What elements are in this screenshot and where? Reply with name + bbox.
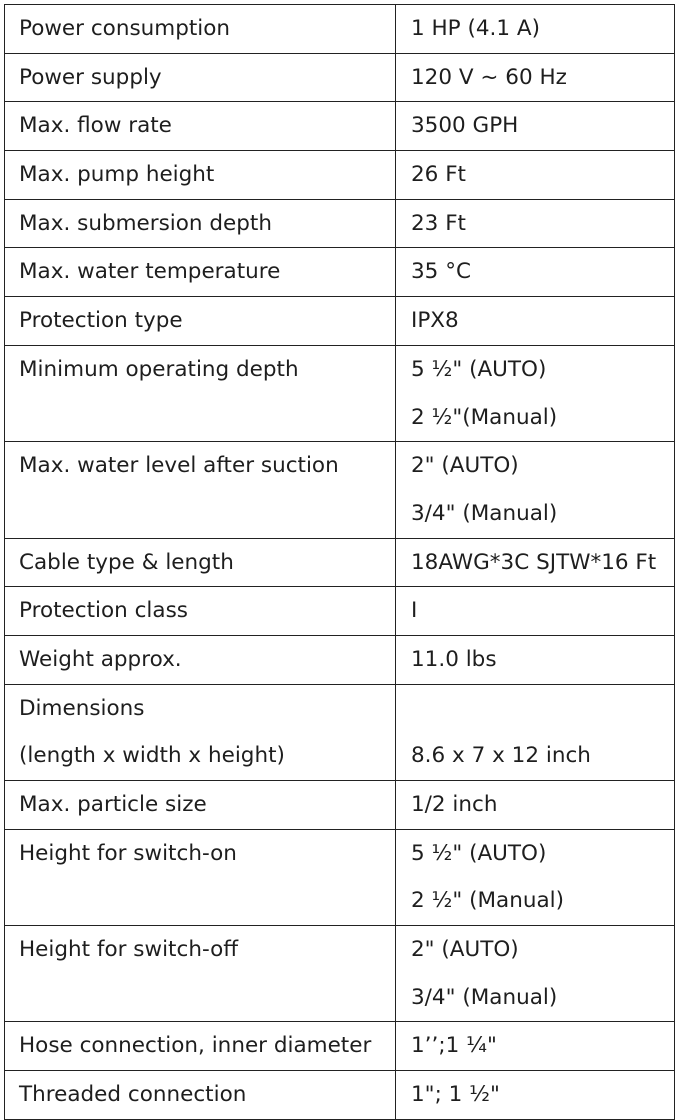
spec-label-cell — [5, 297, 396, 346]
spec-value: I — [411, 598, 418, 624]
spec-value: 1/2 inch — [411, 792, 498, 817]
spec-label: (length x width x height) — [19, 743, 285, 769]
table-row — [5, 684, 675, 780]
spec-label-cell — [5, 102, 396, 151]
spec-label-cell — [5, 151, 396, 200]
spec-label — [19, 877, 395, 925]
spec-value: 3500 GPH — [411, 113, 519, 139]
spec-label-cell — [5, 199, 396, 248]
table-row — [5, 345, 675, 441]
spec-value: 18AWG*3C SJTW*16 Ft — [411, 549, 657, 575]
spec-label-cell — [5, 1022, 396, 1071]
table-row — [5, 248, 675, 297]
spec-label-cell — [5, 345, 396, 441]
spec-label: Max. flow rate — [19, 113, 172, 139]
spec-table — [4, 4, 675, 1120]
spec-value-cell — [396, 102, 675, 151]
spec-value-cell — [396, 829, 675, 925]
spec-value: 1"; 1 ½" — [411, 1082, 500, 1108]
table-row — [5, 297, 675, 346]
spec-label: Protection class — [19, 598, 188, 624]
spec-value: 1’’;1 ¼" — [411, 1033, 497, 1059]
spec-value: 11.0 lbs — [411, 646, 497, 672]
table-row — [5, 1071, 675, 1120]
spec-label: Max. particle size — [19, 792, 207, 817]
spec-value-cell — [396, 684, 675, 780]
table-row — [5, 829, 675, 925]
table-row — [5, 151, 675, 200]
spec-value-cell — [396, 1071, 675, 1120]
spec-table-body — [5, 5, 675, 1120]
spec-value: 1 HP (4.1 A) — [411, 16, 540, 41]
spec-label-cell — [5, 538, 396, 587]
spec-value: 2" (AUTO) — [411, 937, 519, 963]
spec-value-cell — [396, 345, 675, 441]
table-row — [5, 1022, 675, 1071]
spec-label-cell — [5, 442, 396, 538]
spec-label-cell — [5, 684, 396, 780]
spec-label: Max. pump height — [19, 162, 215, 188]
spec-label-cell — [5, 1071, 396, 1120]
table-row — [5, 5, 675, 54]
spec-value: 3/4" (Manual) — [411, 500, 558, 526]
spec-value: 2" (AUTO) — [411, 453, 519, 479]
spec-label — [19, 490, 395, 538]
spec-label-cell — [5, 53, 396, 102]
spec-value: 5 ½" (AUTO) — [411, 356, 547, 382]
spec-value: 5 ½" (AUTO) — [411, 840, 547, 866]
table-row — [5, 587, 675, 636]
spec-value-cell — [396, 297, 675, 346]
spec-value — [411, 685, 674, 733]
spec-label: Max. water level after suction — [19, 453, 339, 479]
spec-value: 8.6 x 7 x 12 inch — [411, 743, 591, 769]
table-row — [5, 781, 675, 830]
spec-value-cell — [396, 926, 675, 1022]
spec-value-cell — [396, 248, 675, 297]
spec-label: Protection type — [19, 308, 183, 334]
spec-value: 2 ½" (Manual) — [411, 888, 564, 914]
spec-label-cell — [5, 829, 396, 925]
spec-value: 26 Ft — [411, 162, 466, 188]
spec-value-cell — [396, 5, 675, 54]
spec-label: Height for switch-on — [19, 840, 237, 866]
spec-value: 2 ½"(Manual) — [411, 404, 558, 430]
spec-value: 23 Ft — [411, 210, 466, 236]
spec-value-cell — [396, 781, 675, 830]
spec-label — [19, 974, 395, 1022]
table-row — [5, 926, 675, 1022]
spec-label: Power supply — [19, 64, 162, 90]
spec-label-cell — [5, 248, 396, 297]
spec-value-cell — [396, 199, 675, 248]
spec-value-cell — [396, 53, 675, 102]
spec-label: Dimensions — [19, 695, 145, 721]
spec-label: Hose connection, inner diameter — [19, 1033, 372, 1059]
spec-label-cell — [5, 926, 396, 1022]
spec-value: 120 V ~ 60 Hz — [411, 64, 567, 90]
table-row — [5, 635, 675, 684]
spec-label-cell — [5, 781, 396, 830]
spec-label: Max. submersion depth — [19, 210, 272, 236]
spec-value-cell — [396, 151, 675, 200]
spec-value-cell — [396, 1022, 675, 1071]
table-row — [5, 53, 675, 102]
spec-value-cell — [396, 538, 675, 587]
spec-label: Height for switch-off — [19, 937, 239, 963]
table-row — [5, 199, 675, 248]
spec-label: Power consumption — [19, 16, 231, 41]
spec-label — [19, 394, 395, 442]
table-row — [5, 442, 675, 538]
spec-label-cell — [5, 635, 396, 684]
spec-label: Threaded connection — [19, 1082, 247, 1108]
table-row — [5, 538, 675, 587]
spec-value-cell — [396, 635, 675, 684]
spec-label-cell — [5, 5, 396, 54]
spec-label-cell — [5, 587, 396, 636]
spec-value: IPX8 — [411, 308, 459, 334]
table-row — [5, 102, 675, 151]
spec-label: Max. water temperature — [19, 259, 281, 285]
spec-value: 35 °C — [411, 259, 471, 285]
spec-label: Weight approx. — [19, 646, 182, 672]
spec-label: Minimum operating depth — [19, 356, 299, 382]
spec-value: 3/4" (Manual) — [411, 984, 558, 1010]
spec-label: Cable type & length — [19, 549, 234, 575]
spec-value-cell — [396, 587, 675, 636]
spec-value-cell — [396, 442, 675, 538]
